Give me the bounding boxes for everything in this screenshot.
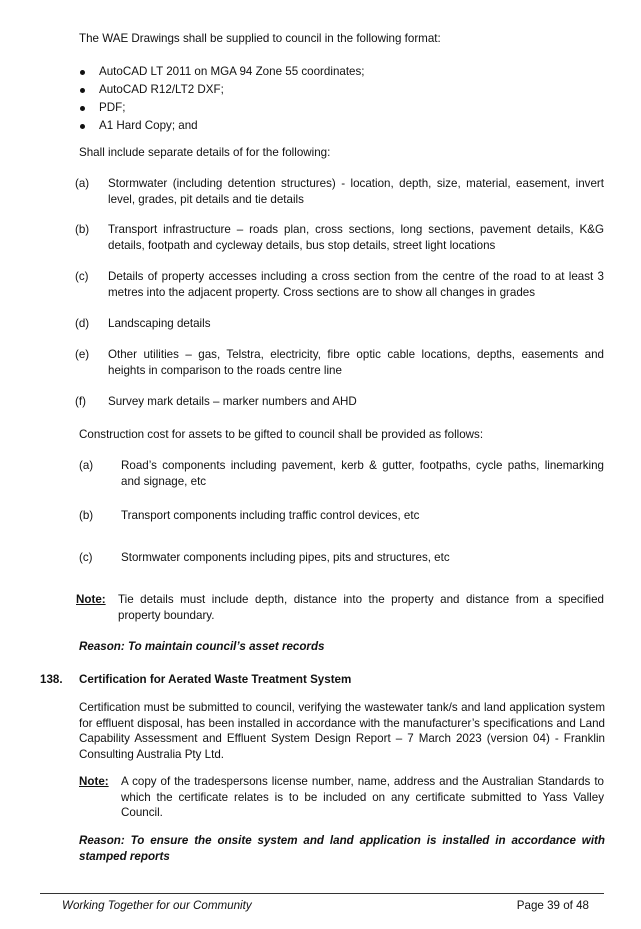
item-label: (a) (79, 459, 94, 472)
item-text: Road’s components including pavement, kerb & gutter, footpaths, cycle paths, linemarking and signage, etc (121, 459, 604, 488)
note-text: A copy of the tradespersons license number, name, address and the Australian Standards to which the certificate relates is to be included on any certificate submitted to Yass Valley Council. (121, 775, 604, 820)
bullet-icon (80, 88, 85, 93)
item-label: (e) (75, 348, 90, 361)
item-text: Landscaping details (108, 317, 211, 330)
list-item: A1 Hard Copy; and (79, 117, 365, 135)
list-item: AutoCAD LT 2011 on MGA 94 Zone 55 coordinates; (79, 63, 365, 81)
item-label: (b) (75, 223, 90, 236)
section-title: Certification for Aerated Waste Treatment System (79, 673, 352, 686)
item-text: Stormwater (including detention structures) - location, depth, size, material, easement, invert level, grades, pit details and tie details (108, 177, 604, 206)
item-label: (c) (79, 551, 93, 564)
note-label: Note: (79, 775, 109, 788)
item-text: Stormwater components including pipes, pits and structures, etc (121, 551, 450, 564)
item-label: (f) (75, 395, 86, 408)
item-label: (d) (75, 317, 90, 330)
item-text: Transport components including traffic control devices, etc (121, 509, 420, 522)
note-text: Tie details must include depth, distance into the property and distance from a specified property boundary. (118, 593, 604, 622)
footer-divider (40, 893, 604, 894)
bullet-icon (80, 124, 85, 129)
intro-text: The WAE Drawings shall be supplied to council in the following format: (79, 32, 441, 45)
page-number: Page 39 of 48 (516, 899, 589, 912)
reason-text: Reason: To maintain council’s asset records (79, 640, 325, 653)
item-label: (c) (75, 270, 89, 283)
section-number: 138. (40, 673, 63, 686)
cost-intro: Construction cost for assets to be gifted to council shall be provided as follows: (79, 428, 484, 441)
list-item: AutoCAD R12/LT2 DXF; (79, 81, 365, 99)
bullet-icon (80, 106, 85, 111)
item-text: Other utilities – gas, Telstra, electricity, fibre optic cable locations, depths, easements and heights in comparison to the roads centre line (108, 348, 604, 377)
bullet-icon (80, 70, 85, 75)
footer-tagline: Working Together for our Community (62, 899, 252, 912)
reason-text: Reason: To ensure the onsite system and land application is installed in accordance with stamped reports (79, 834, 605, 863)
item-label: (b) (79, 509, 94, 522)
item-text: Transport infrastructure – roads plan, cross sections, long sections, pavement details, K&G details, footpath and cycleway details, bus stop details, street light locations (108, 223, 604, 252)
note-label: Note: (76, 593, 106, 606)
list-item: PDF; (79, 99, 365, 117)
details-intro: Shall include separate details of for the following: (79, 146, 331, 159)
format-list (79, 63, 365, 135)
item-text: Details of property accesses including a cross section from the centre of the road to at least 3 metres into the adjacent property. Cross sections are to show all changes in grades (108, 270, 604, 299)
item-text: Survey mark details – marker numbers and AHD (108, 395, 357, 408)
certification-paragraph: Certification must be submitted to council, verifying the wastewater tank/s and land application system for effluent disposal, has been installed in accordance with the manufacturer’s specifications and Land Capability Assessment and Effluent System Design Report – 7 March 2023 (version 04) - Franklin Consulting Australia Pty Ltd. (79, 701, 605, 761)
item-label: (a) (75, 177, 90, 190)
